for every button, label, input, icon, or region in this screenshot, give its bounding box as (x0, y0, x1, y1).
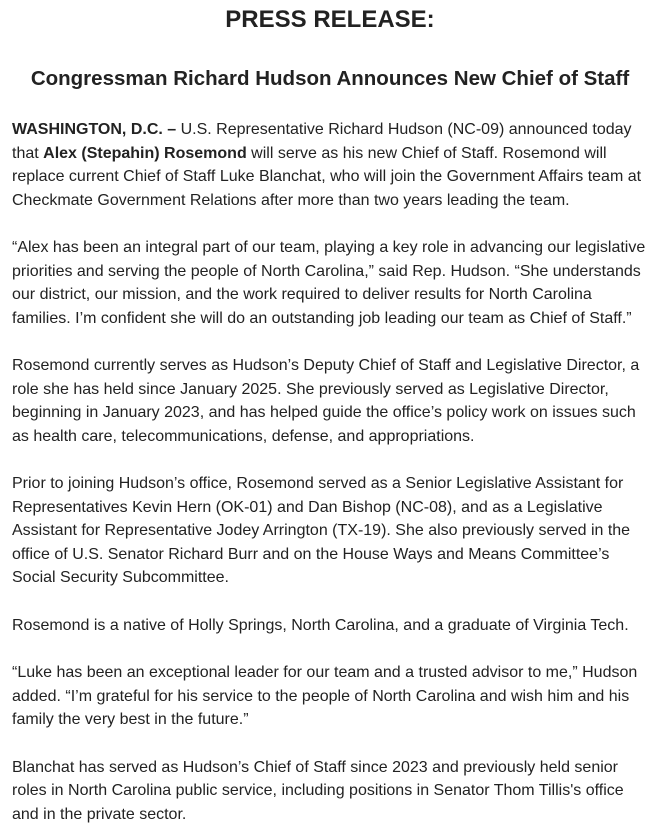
page-title: Congressman Richard Hudson Announces New Chief of Staff (30, 67, 630, 90)
press-release-label: PRESS RELEASE: (225, 6, 435, 33)
paragraph-background: Rosemond is a native of Holly Springs, North Carolina, and a graduate of Virginia Tech. (12, 616, 629, 634)
paragraph-current-role: Rosemond currently serves as Hudson’s Deputy Chief of Staff and Legislative Director, a role she has held since January 2025. She previously served as Legislative Director, beginning in January 2023, and has helped guide the office’s policy work on issues such as health care, telecommunications, defense, and appropriations. (12, 357, 640, 445)
dateline: WASHINGTON, D.C. – (12, 121, 177, 138)
announcement-text-a: U.S. Representative Richard Hudson (NC-09) announced today that (12, 121, 632, 162)
paragraph-hudson-quote-blanchat: “Luke has been an exceptional leader for our team and a trusted advisor to me,” Hudson added. “I’m grateful for his service to the people of North Carolina and wish him and his family the very best in the future.” (12, 664, 638, 728)
paragraph-blanchat-bio: Blanchat has served as Hudson’s Chief of Staff since 2023 and previously held senior roles in North Carolina public service, including positions in Senator Thom Tillis's office and in the private sector. (12, 758, 624, 823)
paragraph-hudson-quote-rosemond: “Alex has been an integral part of our team, playing a key role in advancing our legislative priorities and serving the people of North Carolina,” said Rep. Hudson. “She understands our district, our mission, and the work required to deliver results for North Carolina families. I’m confident she will do an outstanding job leading our team as Chief of Staff.” (12, 239, 646, 327)
new-chief-name: Alex (Stepahin) Rosemond (43, 144, 247, 162)
paragraph-prior-experience: Prior to joining Hudson’s office, Rosemond served as a Senior Legislative Assistant for Representatives Kevin Hern (OK-01) and Dan Bishop (NC-08), and as a Legislative Assistant for Representative Jodey Arrington (TX-19). She also previously served in the office of U.S. Senator Richard Burr and on the House Ways and Means Committee’s Social Security Subcommittee. (12, 475, 631, 586)
release-body (12, 118, 648, 826)
announcement-text-b: will serve as his new Chief of Staff. Rosemond will replace current Chief of Staff Luke Blanchat, who will join the Government Affairs team at Checkmate Government Relations after more than two years leading the team. (12, 144, 642, 209)
paragraph-announcement (12, 118, 648, 212)
